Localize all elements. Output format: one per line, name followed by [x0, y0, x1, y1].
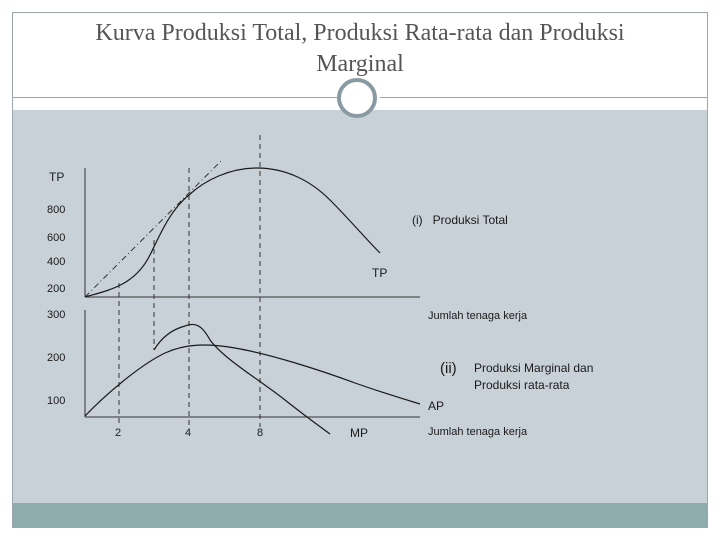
- mp-ytick-100: 100: [47, 395, 66, 407]
- xlabel-top: Jumlah tenaga kerja: [428, 310, 528, 322]
- panel-ii-prefix: (ii): [440, 360, 457, 377]
- xtick-2: 2: [115, 427, 122, 439]
- mp-ytick-200: 200: [47, 352, 66, 364]
- tp-axis-title: TP: [49, 170, 65, 184]
- tp-ytick-200: 200: [47, 283, 66, 295]
- title-line-2: Marginal: [316, 51, 404, 77]
- mp-ytick-300: 300: [47, 309, 66, 321]
- title-line-1: Kurva Produksi Total, Produksi Rata-rata dan Produksi: [95, 20, 625, 46]
- tp-ytick-600: 600: [47, 232, 66, 244]
- xtick-8: 8: [257, 427, 264, 439]
- panel-ii-label-line1: Produksi Marginal dan: [474, 361, 594, 375]
- ap-curve: [85, 345, 420, 416]
- ap-curve-label: AP: [428, 399, 445, 413]
- tp-ytick-800: 800: [47, 204, 66, 216]
- panel-ii-label-line2: Produksi rata-rata: [474, 378, 570, 392]
- mp-curve: [154, 324, 330, 434]
- xlabel-bottom: Jumlah tenaga kerja: [428, 426, 528, 438]
- xtick-4: 4: [185, 427, 192, 439]
- tp-curve: [85, 168, 380, 297]
- mp-curve-label: MP: [350, 426, 368, 440]
- panel-i-label: (i) Produksi Total: [412, 213, 508, 227]
- tp-curve-label: TP: [372, 266, 388, 280]
- tp-ytick-400: 400: [47, 256, 66, 268]
